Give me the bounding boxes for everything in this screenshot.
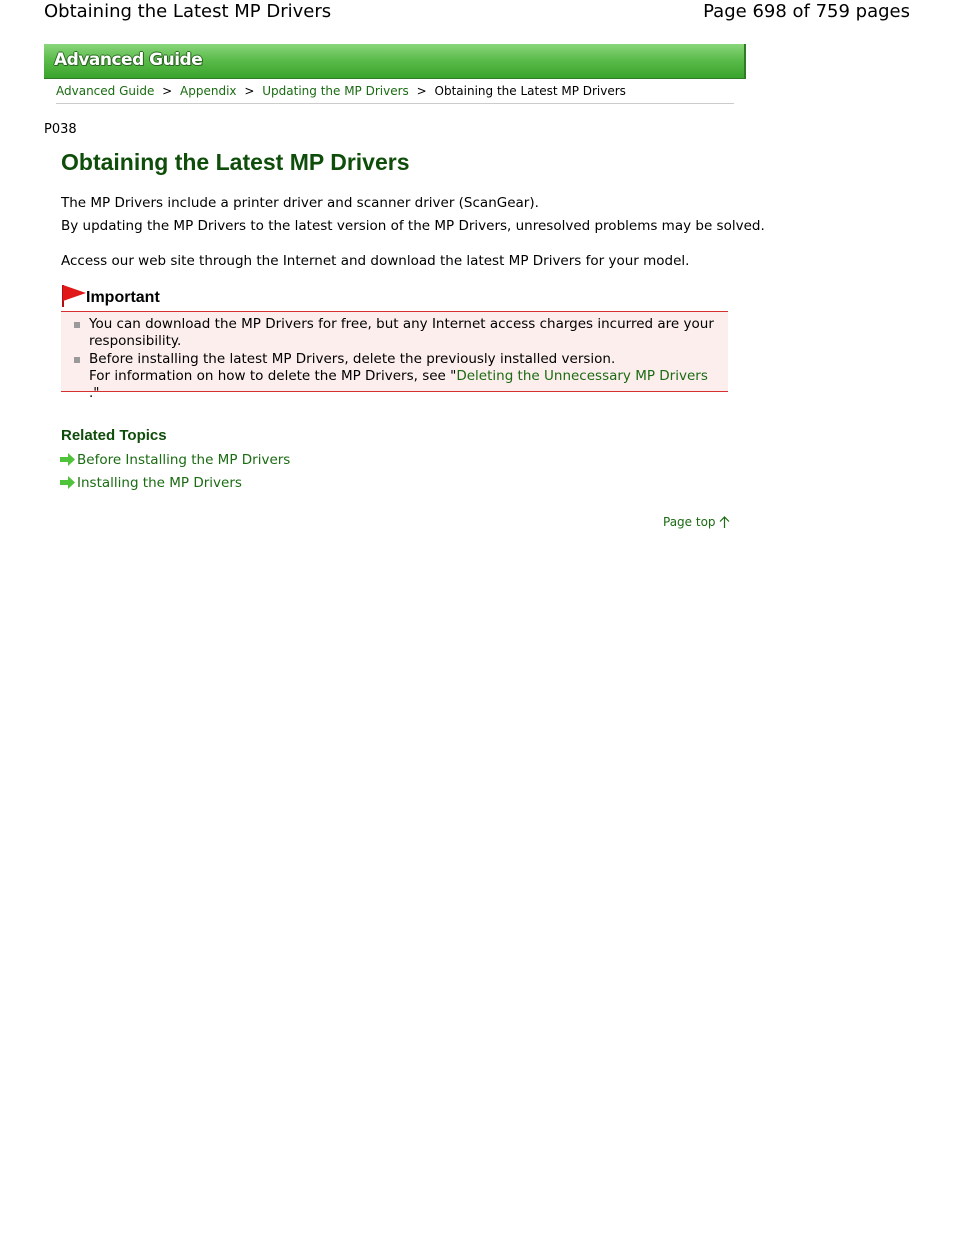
up-arrow-icon[interactable] [719,516,730,528]
intro-paragraph-1: The MP Drivers include a printer driver and scanner driver (ScanGear). [61,195,539,211]
page-title: Obtaining the Latest MP Drivers [61,149,410,175]
important-box [61,311,728,401]
red-flag-icon [61,284,87,308]
important-item-text: You can download the MP Drivers for free, but any Internet access charges incurred are your responsibility. [89,316,714,349]
advanced-guide-banner [44,44,746,79]
page-indicator: Page 698 of 759 pages [703,1,910,22]
related-link-installing[interactable]: Installing the MP Drivers [77,475,242,491]
deleting-mp-drivers-link[interactable]: Deleting the Unnecessary MP Drivers [456,368,708,384]
important-header [61,284,728,310]
breadcrumb-advanced-guide[interactable]: Advanced Guide [56,84,155,98]
important-item-text: Before installing the latest MP Drivers, delete the previously installed version. [89,351,616,367]
related-link-before-installing[interactable]: Before Installing the MP Drivers [77,452,291,468]
page-top-label[interactable]: Page top [663,515,716,529]
important-item [89,316,719,350]
important-heading: Important [86,289,160,306]
green-arrow-icon [60,453,75,466]
banner-label: Advanced Guide [54,50,203,70]
breadcrumb-separator: > [244,84,255,98]
bullet-square-icon [74,357,80,363]
important-item [89,351,719,402]
breadcrumb-current: Obtaining the Latest MP Drivers [434,84,626,98]
related-topics-heading: Related Topics [61,427,167,444]
related-link-item [60,451,290,469]
breadcrumb-appendix[interactable]: Appendix [180,84,237,98]
related-link-item [60,474,242,492]
intro-paragraph-3: Access our web site through the Internet and download the latest MP Drivers for your model. [61,253,690,269]
bullet-square-icon [74,322,80,328]
breadcrumb-separator: > [162,84,173,98]
breadcrumb-updating-mp-drivers[interactable]: Updating the MP Drivers [262,84,409,98]
intro-paragraph-2: By updating the MP Drivers to the latest version of the MP Drivers, unresolved problems may be solved. [61,218,765,234]
breadcrumb-separator: > [416,84,427,98]
important-item-text: For information on how to delete the MP Drivers, see " [89,368,457,384]
green-arrow-icon [60,476,75,489]
important-item-text: ." [89,385,100,401]
document-title: Obtaining the Latest MP Drivers [44,1,332,22]
page-top-link[interactable] [663,515,730,529]
page-code: P038 [44,122,77,137]
breadcrumb [56,82,734,104]
